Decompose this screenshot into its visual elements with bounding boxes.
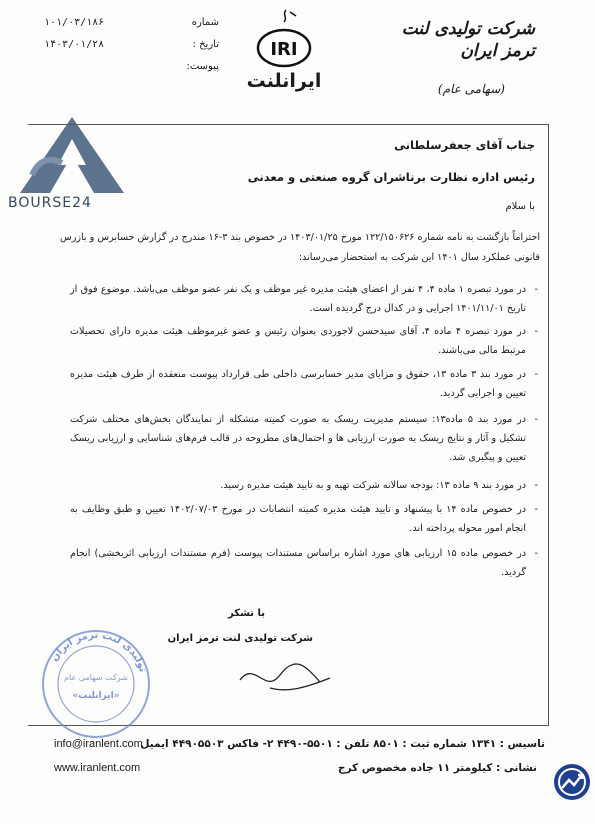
company-name-text: شرکت تولیدی لنت ترمز ایران — [401, 19, 535, 61]
letter-date-label: تاریخ : — [192, 39, 219, 50]
meta-date-row — [44, 34, 219, 56]
recipient: جناب آقای جعفرسلطانی — [394, 138, 535, 152]
signatory: شرکت تولیدی لنت ترمز ایران — [167, 633, 313, 644]
list-item: - در مورد تبصره ۱ ماده ۴، ۴ نفر از اعضای هیئت مدیره غیر موظف و یک نفر عضو موظف می‌باشد. موضوع فوق از تاریخ ۱۴۰۱/۱۱/۰۱ اجرایی و در کدال درج گردیده است. — [70, 280, 540, 318]
letter-number: ۱۰۱/۰۳/۱۸۶ — [44, 17, 105, 28]
signature-icon — [230, 650, 340, 700]
greeting: با سلام — [505, 201, 535, 212]
brand-word: ایرانلنت — [246, 70, 322, 92]
list-item: - در مورد بند ۵ ماده۱۳: سیستم مدیریت ریسک به صورت کمیته متشکله از نمایندگان بخش‌های مختلف شرکت تشکیل و آثار و نتایج ریسک به صورت ارزیابی ها و احتمال‌های مطروحه در قالب فرم‌های شناسایی و ارزیابی ریسک تعیین و پیگیری شد. — [70, 410, 540, 467]
brand-emblem-icon — [238, 8, 330, 70]
meta-number-row — [44, 12, 219, 34]
footer-address: نشانی : کیلومتر ۱۱ جاده مخصوص کرج — [337, 762, 537, 774]
recipient-title: رئیس اداره نظارت برناشران گروه صنعتی و معدنی — [247, 170, 535, 184]
brand-logo — [238, 8, 330, 94]
svg-text:تولیدی لنت ترمز ایران — [49, 630, 148, 674]
letter-attachment-label: پیوست: — [186, 61, 219, 72]
letter-date: ۱۴۰۳/۰۱/۲۸ — [44, 39, 105, 50]
footer-registration: تاسیس : ۱۳۴۱ شماره ثبت : ۸۵۰۱ تلفن : ۵۵۰۱-۴۴۹۰ ۲- فاکس ۴۴۹۰۵۵۰۳ ایمیل — [140, 738, 545, 750]
list-item: - در خصوص ماده ۱۴ با پیشنهاد و تایید هیئت مدیره کمیته انتصابات در مورخ ۱۴۰۲/۰۷/۰۳ تعیین و طبق وظایف به انجام امور محوله پرداخته اند. — [70, 500, 540, 538]
list-item: - در مورد بند ۹ ماده ۱۳: بودجه سالانه شرکت تهیه و به تایید هیئت مدیره رسید. — [70, 476, 540, 495]
company-stamp — [40, 628, 152, 740]
bourse24-text: BOURSE24 — [8, 195, 92, 211]
company-type: (سهامی عام) — [437, 82, 505, 96]
letter-meta — [44, 12, 219, 78]
company-name — [395, 18, 535, 100]
stamp-inner-text: «ایرانلنت» — [72, 691, 120, 701]
brand-badge-text: IRI — [270, 39, 298, 60]
stamp-middle-text: شرکت سهامی عام — [64, 673, 128, 682]
list-item: - در مورد تبصره ۴ ماده ۴، آقای سیدحسن لاجوردی بعنوان رئیس و عضو غیرموظف هیئت مدیره دارای تحصیلات مرتبط مالی می‌باشند. — [70, 322, 540, 360]
letter-intro: احتراماً بازگشت به نامه شماره ۱۲۲/۱۵۰۶۲۶ مورخ ۱۴۰۳/۰۱/۲۵ در خصوص بند ۳-۱۶ مندرج در گزارش حسابرس و بازرس قانونی عملکرد سال ۱۴۰۱ این شرکت به استحضار می‌رساند: — [60, 232, 540, 263]
stamp-outer-text: تولیدی لنت ترمز ایران — [48, 629, 149, 674]
meta-attachment-row — [44, 56, 219, 78]
letter-number-label: شماره — [191, 17, 219, 28]
list-item: - در خصوص ماده ۱۵ ارزیابی های مورد اشاره براساس مستندات پیوست (فرم مستندات ارزیابی اثربخشی) انجام گردید. — [70, 544, 540, 582]
footer-email[interactable]: info@iranlent.com — [54, 738, 143, 750]
trend-badge-icon — [552, 762, 592, 802]
closing: با تشکر — [228, 608, 265, 619]
list-item: - در مورد بند ۳ ماده ۱۳، حقوق و مزایای مدیر حسابرسی داخلی طی قرارداد پیوست منعقده از طرف هیئت مدیره تعیین و اجرایی گردید. — [70, 365, 540, 403]
footer-website[interactable]: www.iranlent.com — [54, 762, 141, 774]
